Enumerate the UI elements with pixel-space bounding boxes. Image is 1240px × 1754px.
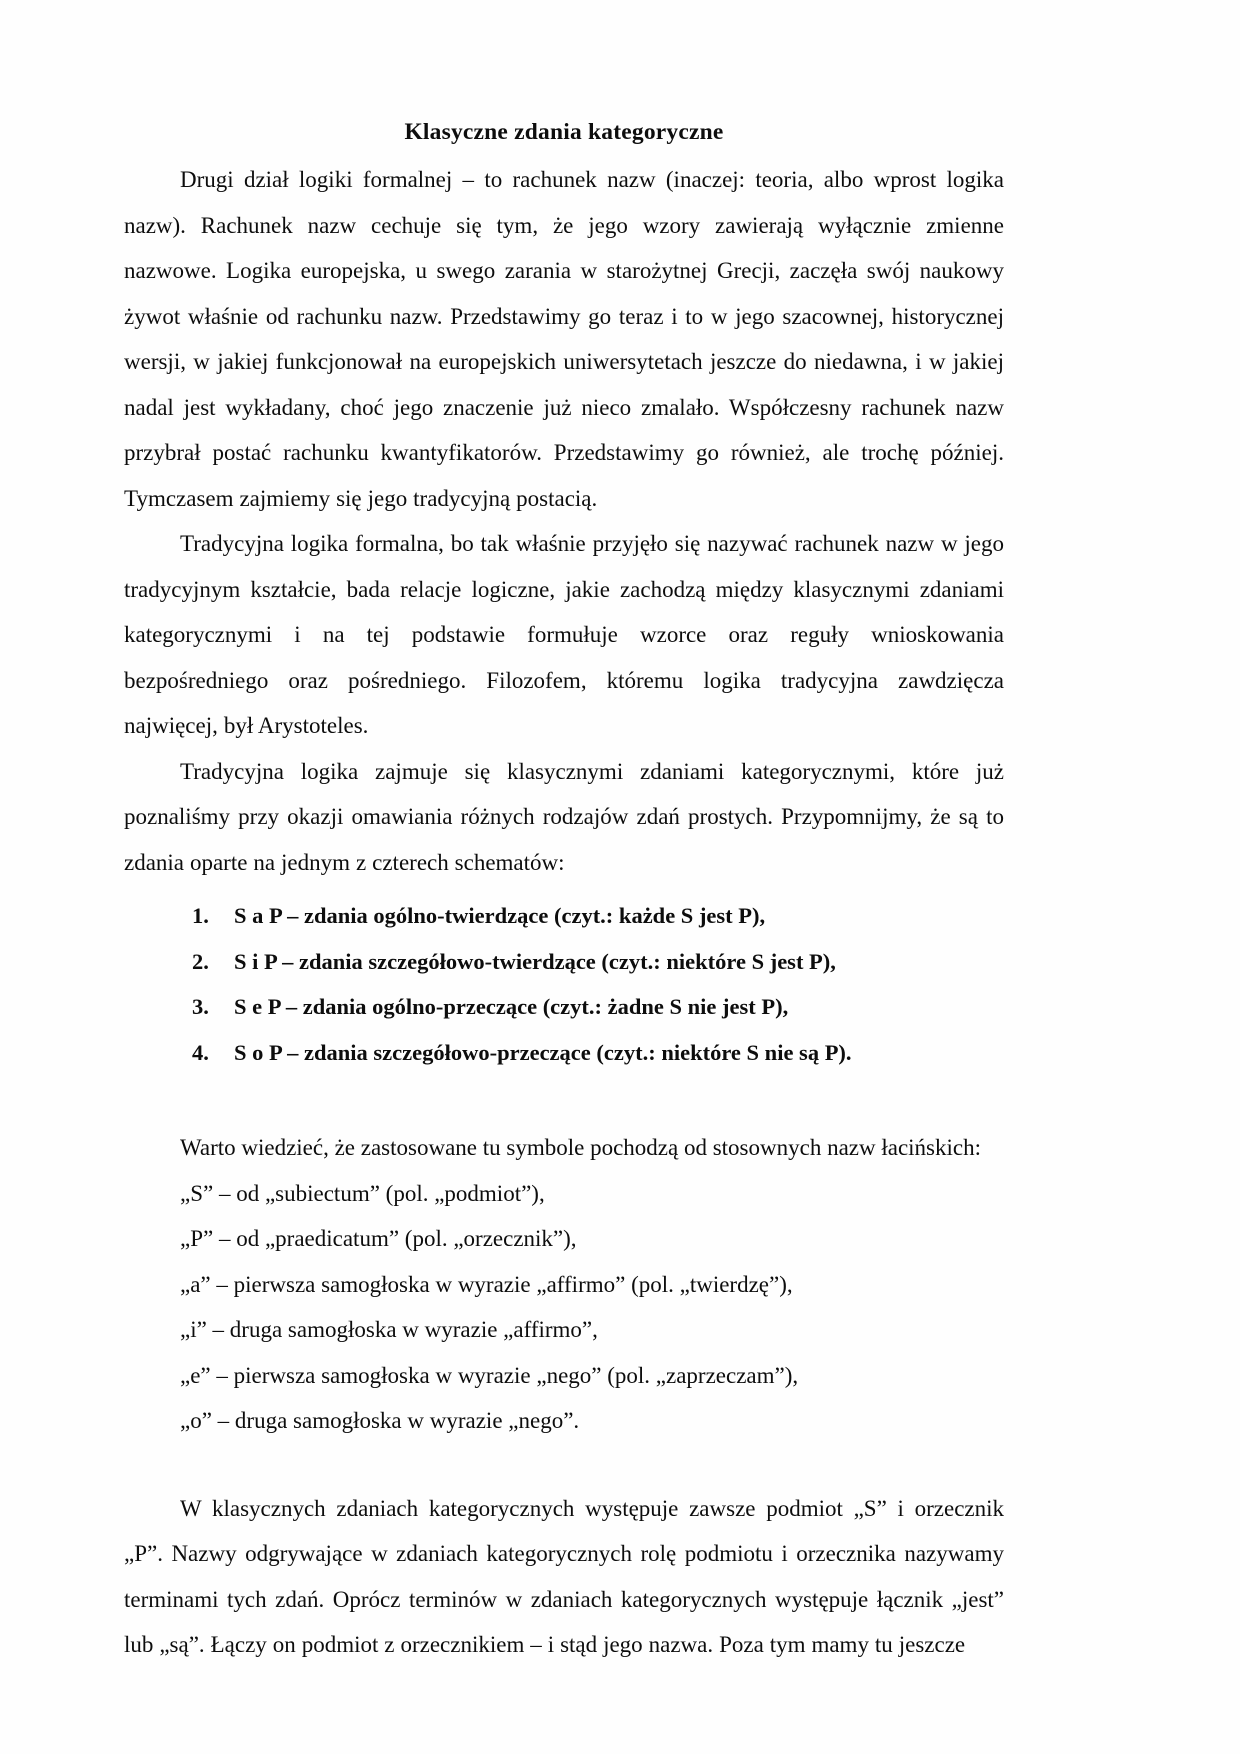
list-item-label: S a P – zdania ogólno-twierdzące (czyt.: każde S jest P), [234,903,766,929]
symbol-definition-list [124,1171,1004,1444]
symbols-intro-line: Warto wiedzieć, że zastosowane tu symbole pochodzą od stosownych nazw łacińskich: [180,1135,981,1161]
paragraph-tradycyjna-logika-formalna: Tradycyjna logika formalna, bo tak właśnie przyjęło się nazywać rachunek nazw w jego tradycyjnym kształcie, bada relacje logiczne, jakie zachodzą między klasycznymi zdaniami kategorycznymi i na tej podstawie formułuje wzorce oraz reguły wnioskowania bezpośredniego oraz pośredniego. Filozofem, któremu logika tradycyjna zawdzięcza najwięcej, był Arystoteles. [124,531,1004,739]
page-title: Klasyczne zdania kategoryczne [404,119,724,145]
spacer-before-symbols [124,1075,1004,1125]
list-item-number: 1. [192,903,209,929]
list-item-number: 2. [192,948,209,974]
paragraph-cztery-schematy: Tradycyjna logika zajmuje się klasycznymi zdaniami kategorycznymi, które już poznaliśmy przy okazji omawiania różnych rodzajów zdań prostych. Przypomnijmy, że są to zdania oparte na jednym z czterech schematów: [124,758,1004,875]
spacer-before-final-paragraph [124,1444,1004,1486]
list-item [124,1030,1004,1076]
list-item: „S” – od „subiectum” (pol. „podmiot”), [180,1180,545,1206]
list-item [124,939,1004,985]
list-item: „o” – druga samogłoska w wyrazie „nego”. [180,1408,580,1434]
page-content [124,118,1004,1668]
list-item: „a” – pierwsza samogłoska w wyrazie „affirmo” (pol. „twierdzę”), [180,1271,793,1297]
list-item-number: 3. [192,994,209,1020]
list-item-label: S o P – zdania szczegółowo-przeczące (czyt.: niektóre S nie są P). [234,1039,852,1065]
list-item-label: S i P – zdania szczegółowo-twierdzące (czyt.: niektóre S jest P), [234,948,836,974]
list-item-number: 4. [192,1039,209,1065]
list-item: „e” – pierwsza samogłoska w wyrazie „nego” (pol. „zaprzeczam”), [180,1362,799,1388]
list-item: „i” – druga samogłoska w wyrazie „affirmo”, [180,1317,598,1343]
schema-list [124,893,1004,1075]
list-item [124,893,1004,939]
list-item-label: S e P – zdania ogólno-przeczące (czyt.: żadne S nie jest P), [234,994,789,1020]
paragraph-intro-rachunek-nazw: Drugi dział logiki formalnej – to rachunek nazw (inaczej: teoria, albo wprost logika nazw). Rachunek nazw cechuje się tym, że jego wzory zawierają wyłącznie zmienne nazwowe. Logika europejska, u swego zarania w starożytnej Grecji, zaczęła swój naukowy żywot właśnie od rachunku nazw. Przedstawimy go teraz i to w jego szacownej, historycznej wersji, w jakiej funkcjonował na europejskich uniwersytetach jeszcze do niedawna, i w jakiej nadal jest wykładany, choć jego znaczenie już nieco zmalało. Współczesny rachunek nazw przybrał postać rachunku kwantyfikatorów. Przedstawimy go również, ale trochę później. Tymczasem zajmiemy się jego tradycyjną postacią. [124,167,1004,511]
paragraph-podmiot-orzecznik: W klasycznych zdaniach kategorycznych występuje zawsze podmiot „S” i orzecznik „P”. Nazwy odgrywające w zdaniach kategorycznych rolę podmiotu i orzecznika nazywamy terminami tych zdań. Oprócz terminów w zdaniach kategorycznych występuje łącznik „jest” lub „są”. Łączy on podmiot z orzecznikiem – i stąd jego nazwa. Poza tym mamy tu jeszcze [124,1495,1004,1658]
list-item: „P” – od „praedicatum” (pol. „orzecznik”), [180,1226,577,1252]
list-item [124,984,1004,1030]
